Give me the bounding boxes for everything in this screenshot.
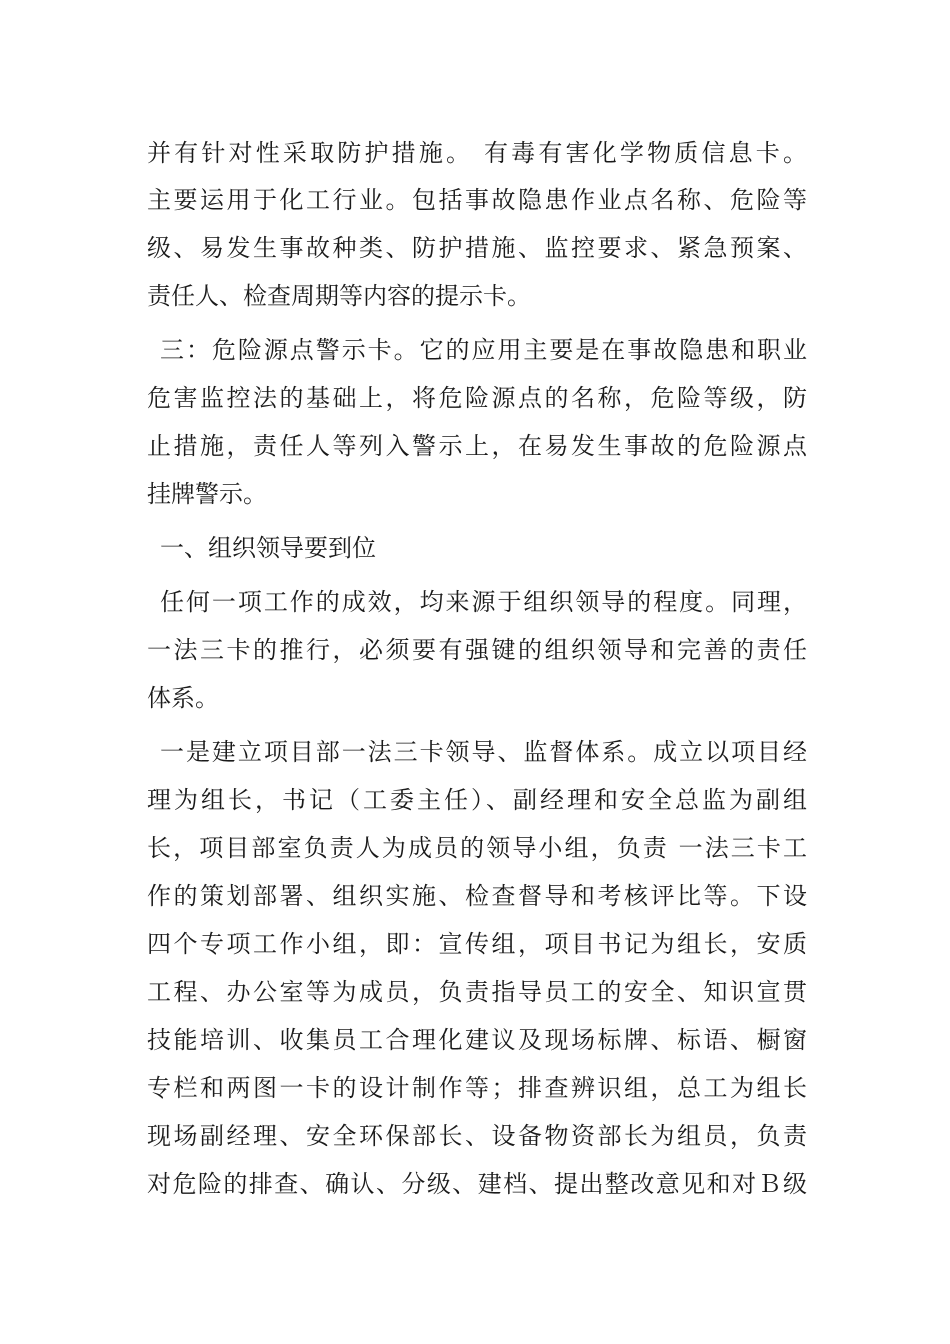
text-line: 理为组长，书记（工委主任）、副经理和安全总监为副组 — [147, 786, 807, 814]
text-line: 一是建立项目部一法三卡领导、监督体系。成立以项目经 — [160, 738, 807, 766]
text-line: 责任人、检查周期等内容的提示卡。 — [147, 282, 531, 310]
text-line: 三：危险源点警示卡。它的应用主要是在事故隐患和职业 — [160, 336, 807, 364]
text-line: 并有针对性采取防护措施。 有毒有害化学物质信息卡。 — [147, 139, 807, 167]
text-line: 挂牌警示。 — [147, 480, 267, 508]
text-line: 任何一项工作的成效，均来源于组织领导的程度。同理， — [160, 588, 807, 616]
text-line: 作的策划部署、组织实施、检查督导和考核评比等。下设 — [147, 882, 807, 910]
text-line: 长，项目部室负责人为成员的领导小组，负责 一法三卡工 — [147, 834, 807, 862]
section-heading: 一、组织领导要到位 — [160, 534, 376, 562]
text-line: 工程、办公室等为成员，负责指导员工的安全、知识宣贯 — [147, 978, 807, 1006]
text-line: 专栏和两图一卡的设计制作等；排查辨识组，总工为组长 — [147, 1074, 807, 1102]
text-line: 技能培训、收集员工合理化建议及现场标牌、标语、橱窗 — [147, 1026, 807, 1054]
text-line: 对危险的排查、确认、分级、建档、提出整改意见和对Ｂ级 — [147, 1170, 807, 1198]
text-line: 止措施，责任人等列入警示上，在易发生事故的危险源点 — [147, 432, 807, 460]
text-line: 级、易发生事故种类、防护措施、监控要求、紧急预案、 — [147, 234, 807, 262]
text-line: 危害监控法的基础上，将危险源点的名称，危险等级，防 — [147, 384, 807, 412]
text-line: 主要运用于化工行业。包括事故隐患作业点名称、危险等 — [147, 186, 807, 214]
text-line: 四个专项工作小组，即：宣传组，项目书记为组长，安质 — [147, 930, 807, 958]
text-line: 一法三卡的推行，必须要有强键的组织领导和完善的责任 — [147, 636, 807, 664]
text-line: 现场副经理、安全环保部长、设备物资部长为组员，负责 — [147, 1122, 807, 1150]
text-line: 体系。 — [147, 684, 219, 712]
